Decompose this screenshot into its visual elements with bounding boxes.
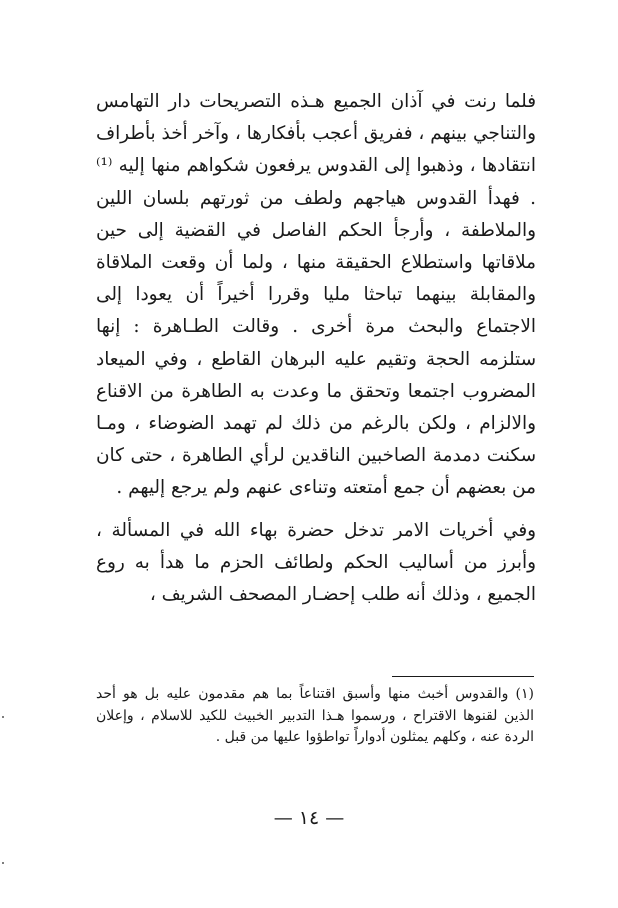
main-text-block [96,86,536,611]
scan-speck [2,716,4,718]
scan-speck [2,862,4,864]
body-paragraph-1: فلما رنت في آذان الجميع هـذه التصريحات دار التهامس والتناجي بينهم ، ففريق أعجب بأفكارها ، وآخر أخذ بأطراف انتقادها ، وذهبوا إلى القدوس يرفعون شكواهم منها إليه ⁽¹⁾ . فهدأ القدوس هياجهم ولطف من ثورتهم بلسان اللين والملاطفة ، وأرجأ الحكم الفاصل في القضية إلى حين ملاقاتها واستطلاع الحقيقة منها ، ولما أن وقعت الملاقاة والمقابلة بينهما تباحثا مليا وقررا أخيراً أن يعودا إلى الاجتماع والبحث مرة أخرى . وقالت الطـاهرة : إنها ستلزمه الحجة وتقيم عليه البرهان القاطع ، وفي الميعاد المضروب اجتمعا وتحقق ما وعدت به الطاهرة من الاقناع والالزام ، ولكن بالرغم من ذلك لم تهمد الضوضاء ، ومـا سكنت دمدمة الصاخبين الناقدين لرأي الطاهرة ، حتى كان من بعضهم أن جمع أمتعته وتناءى عنهم ولم يرجع إليهم . [96,91,536,499]
footnote-separator-rule [392,676,534,677]
body-paragraph-2: وفي أخريات الامر تدخل حضرة بهاء الله في المسألة ، وأبرز من أساليب الحكم ولطائف الحزم ما هدأ به روع الجميع ، وذلك أنه طلب إحضـار المصحف الشريف ، [96,519,536,606]
footnote: (١) والقدوس أخبث منها وأسبق اقتناعاً بما هم مقدمون عليه بل هو أحد الذين لقنوها الاقتراح ، ورسموا هـذا التدبير الخبيث للكيد للاسلام ، وإعلان الردة عنه ، وكلهم يمثلون أدواراً تواطؤوا عليها من قبل . [96,686,534,745]
page-number: — ١٤ — [273,807,345,829]
